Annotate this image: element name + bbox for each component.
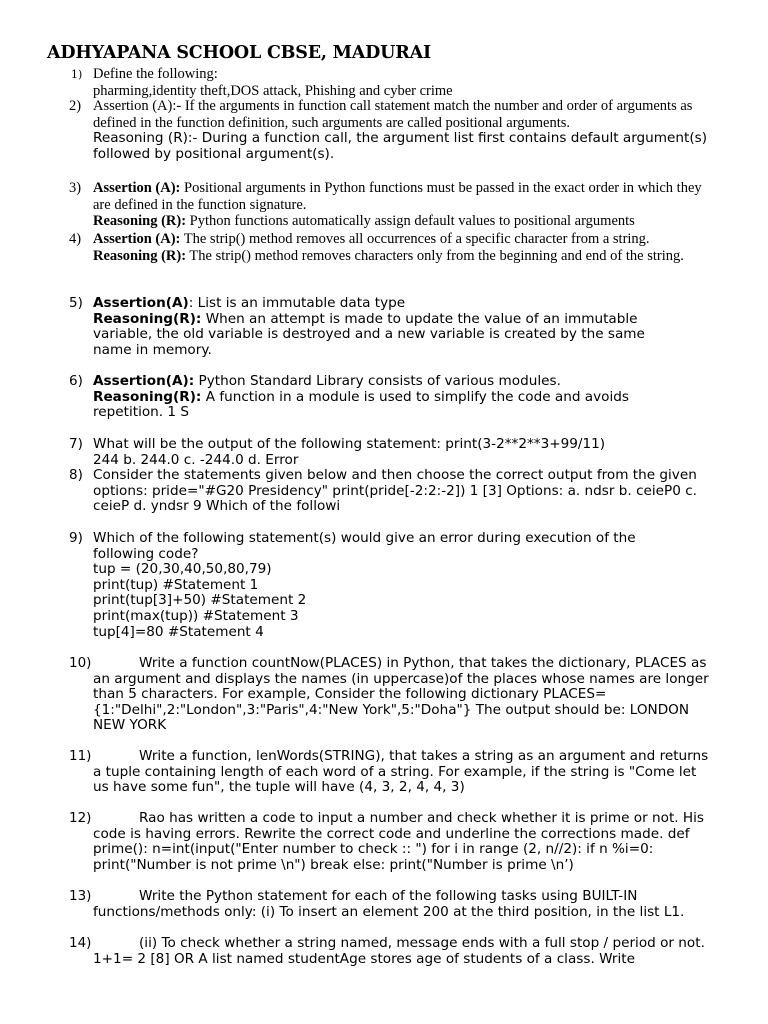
assertion-label: Assertion (A):: [93, 180, 181, 196]
question-number: 3): [69, 180, 82, 196]
question-number: 1): [71, 68, 83, 81]
assertion-text: Assertion(A): Python Standard Library consists of various modules.: [93, 373, 561, 389]
question-number: 14): [69, 935, 92, 951]
reasoning-text: Reasoning(R): When an attempt is made to update the value of an immutable variable, the old variable is destroyed and a new variable is created by the same name in memory.: [93, 310, 645, 358]
code-line: print(max(tup)) #Statement 3: [93, 607, 299, 624]
question-number: 2): [69, 98, 82, 114]
assertion-text: Assertion (A): The strip() method removes all occurrences of a specific character from a string.: [93, 231, 650, 247]
code-line: tup = (20,30,40,50,80,79): [93, 561, 272, 578]
reasoning-label: Reasoning (R):: [93, 247, 187, 264]
question-text: pharming,identity theft,DOS attack, Phishing and cyber crime: [93, 82, 453, 99]
page-title: ADHYAPANA SCHOOL CBSE, MADURAI: [47, 43, 431, 63]
reasoning-label: Reasoning(R):: [93, 388, 202, 405]
assertion-text: Assertion (A): Positional arguments in Python functions must be passed in the exact order in which they are defined in the function signature.: [93, 180, 702, 213]
question-text: Rao has written a code to input a number and check whether it is prime or not. His code is having errors. Rewrite the correct code and underline the corrections made. def prime(): n=int(input("Enter number to check :: ") for i in range (2, n//2): if n %i=0: print("Number is not prime \n") break else: print("Number is prime \n’): [93, 810, 705, 873]
question-text: What will be the output of the following statement: print(3-2**2**3+99/11): [93, 436, 606, 452]
question-text: Write a function countNow(PLACES) in Python, that takes the dictionary, PLACES as an argument and displays the names (in uppercase)of the places whose names are longer than 5 characters. For example, Consider the following dictionary PLACES={1:"Delhi",2:"London",3:"Paris",4:"New York",5:"Doha"} The output should be: LONDON NEW YORK: [93, 655, 709, 734]
assertion-label: Assertion(A):: [93, 373, 195, 389]
answer-options: 244 b. 244.0 c. -244.0 d. Error: [93, 451, 299, 468]
question-text: (ii) To check whether a string named, message ends with a full stop / period or not. 1+1= 2 [8] OR A list named studentAge stores age of students of a class. Write: [93, 935, 705, 967]
question-number: 7): [69, 436, 83, 452]
reasoning-text: Reasoning (R): Python functions automatically assign default values to positional arguments: [93, 213, 635, 230]
question-number: 8): [69, 467, 83, 483]
code-line: print(tup) #Statement 1: [93, 576, 259, 593]
question-text: Define the following:: [93, 66, 218, 82]
question-text: Write a function, lenWords(STRING), that takes a string as an argument and returns a tuple containing length of each word of a string. For example, if the string is "Come let us have some fun", the tuple will have (4, 3, 2, 4, 4, 3): [93, 748, 709, 796]
code-line: tup[4]=80 #Statement 4: [93, 623, 264, 640]
assertion-label: Assertion (A):: [93, 231, 181, 247]
reasoning-text: Reasoning (R):- During a function call, the argument list first contains default argument(s) followed by positional argument(s).: [93, 130, 708, 162]
reasoning-text: Reasoning(R): A function in a module is used to simplify the code and avoids repetition. 1 S: [93, 388, 629, 421]
question-number: 6): [69, 373, 83, 389]
reasoning-label: Reasoning(R):: [93, 310, 202, 327]
question-number: 4): [69, 231, 82, 247]
assertion-text: Assertion(A): List is an immutable data type: [93, 295, 406, 311]
question-number: 9): [69, 530, 83, 546]
code-line: print(tup[3]+50) #Statement 2: [93, 592, 307, 609]
assertion-text: Assertion (A):- If the arguments in function call statement match the number and order of arguments as defined in the function definition, such arguments are called positional arguments.: [93, 98, 693, 131]
reasoning-label: Reasoning (R):: [93, 213, 187, 230]
reasoning-text: Reasoning (R): The strip() method removes characters only from the beginning and end of the string.: [93, 247, 684, 264]
question-number: 5): [69, 295, 83, 311]
question-number: 10): [69, 655, 92, 671]
assertion-label: Assertion(A): [93, 295, 189, 311]
question-number: 11): [69, 748, 92, 764]
question-text: Which of the following statement(s) would give an error during execution of the following code?: [93, 530, 636, 562]
question-text: Write the Python statement for each of the following tasks using BUILT-IN functions/methods only: (i) To insert an element 200 at the third position, in the list L1.: [93, 888, 685, 920]
question-number: 12): [69, 810, 92, 826]
question-text: Consider the statements given below and then choose the correct output from the given options: pride="#G20 Presidency" print(pride[-2:2:-2]) 1 [3] Options: a. ndsr b. ceieP0 c. ceieP d. yndsr 9 Which of the followi: [93, 467, 698, 515]
question-number: 13): [69, 888, 92, 904]
